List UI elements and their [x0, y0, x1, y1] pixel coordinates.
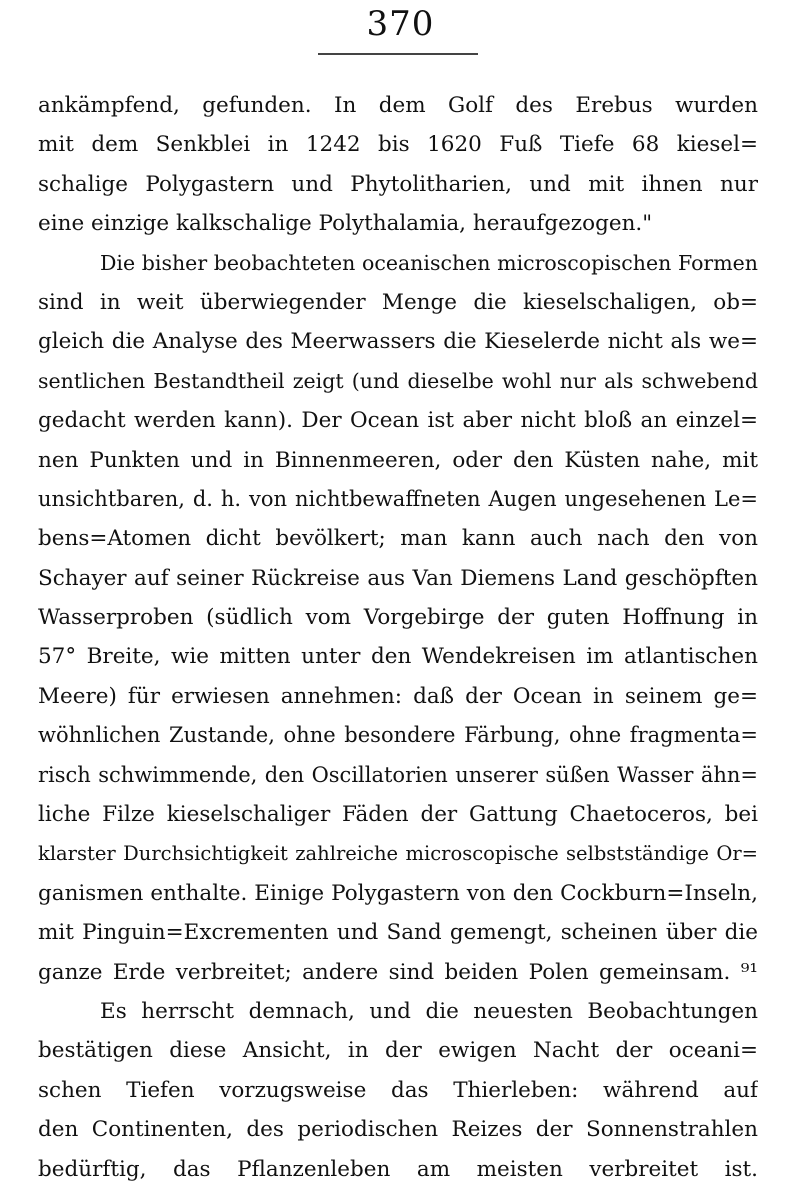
text-line: ganismen enthalte. Einige Polygastern von den Cockburn=Inseln, — [38, 880, 758, 906]
text-line: schalige Polygastern und Phytolitharien, und mit ihnen nur — [38, 171, 758, 197]
text-line: bedürftig, das Pflanzenleben am meisten verbreitet ist. — [38, 1156, 758, 1182]
text-line: den Continenten, des periodischen Reizes der Sonnenstrahlen — [38, 1117, 758, 1143]
text-line: gedacht werden kann). Der Ocean ist aber nicht bloß an einzel= — [38, 408, 758, 434]
text-line: 57° Breite, wie mitten unter den Wendekreisen im atlantischen — [38, 644, 758, 670]
text-line: sind in weit überwiegender Menge die kieselschaligen, ob= — [38, 289, 758, 315]
text-line: nen Punkten und in Binnenmeeren, oder den Küsten nahe, mit — [38, 447, 758, 473]
text-line: ganze Erde verbreitet; andere sind beiden Polen gemeinsam. ⁹¹ — [38, 959, 758, 985]
text-line: risch schwimmende, den Oscillatorien unserer süßen Wasser ähn= — [38, 762, 758, 787]
text-line: mit Pinguin=Excrementen und Sand gemengt, scheinen über die — [38, 920, 758, 946]
text-line: gleich die Analyse des Meerwassers die Kieselerde nicht als we= — [38, 329, 758, 355]
text-line: mit dem Senkblei in 1242 bis 1620 Fuß Tiefe 68 kiesel= — [38, 132, 758, 158]
header-rule — [318, 53, 478, 55]
text-line: Meere) für erwiesen annehmen: daß der Ocean in seinem ge= — [38, 683, 758, 709]
text-line: wöhnlichen Zustande, ohne besondere Färbung, ohne fragmenta= — [38, 723, 758, 748]
text-line: schen Tiefen vorzugsweise das Thierleben: während auf — [38, 1077, 758, 1103]
text-line: eine einzige kalkschalige Polythalamia, heraufgezogen." — [38, 211, 653, 237]
text-line: bestätigen diese Ansicht, in der ewigen Nacht der oceani= — [38, 1038, 758, 1064]
text-line: Es herrscht demnach, und die neuesten Beobachtungen — [100, 998, 758, 1024]
text-line: Die bisher beobachteten oceanischen microscopischen Formen — [100, 250, 758, 275]
body-text — [38, 86, 758, 1189]
text-line: ankämpfend, gefunden. In dem Golf des Erebus wurden — [38, 93, 758, 118]
text-line: unsichtbaren, d. h. von nichtbewaffneten Augen ungesehenen Le= — [38, 486, 758, 511]
page-number: 370 — [366, 4, 435, 44]
text-line: Wasserproben (südlich vom Vorgebirge der guten Hoffnung in — [38, 605, 758, 631]
text-line: Schayer auf seiner Rückreise aus Van Diemens Land geschöpften — [38, 565, 758, 591]
text-line: sentlichen Bestandtheil zeigt (und dieselbe wohl nur als schwebend — [38, 368, 758, 393]
text-line: bens=Atomen dicht bevölkert; man kann auch nach den von — [38, 526, 758, 552]
text-line: klarster Durchsichtigkeit zahlreiche microscopische selbstständige Or= — [38, 842, 758, 866]
text-line: liche Filze kieselschaliger Fäden der Gattung Chaetoceros, bei — [38, 802, 758, 828]
